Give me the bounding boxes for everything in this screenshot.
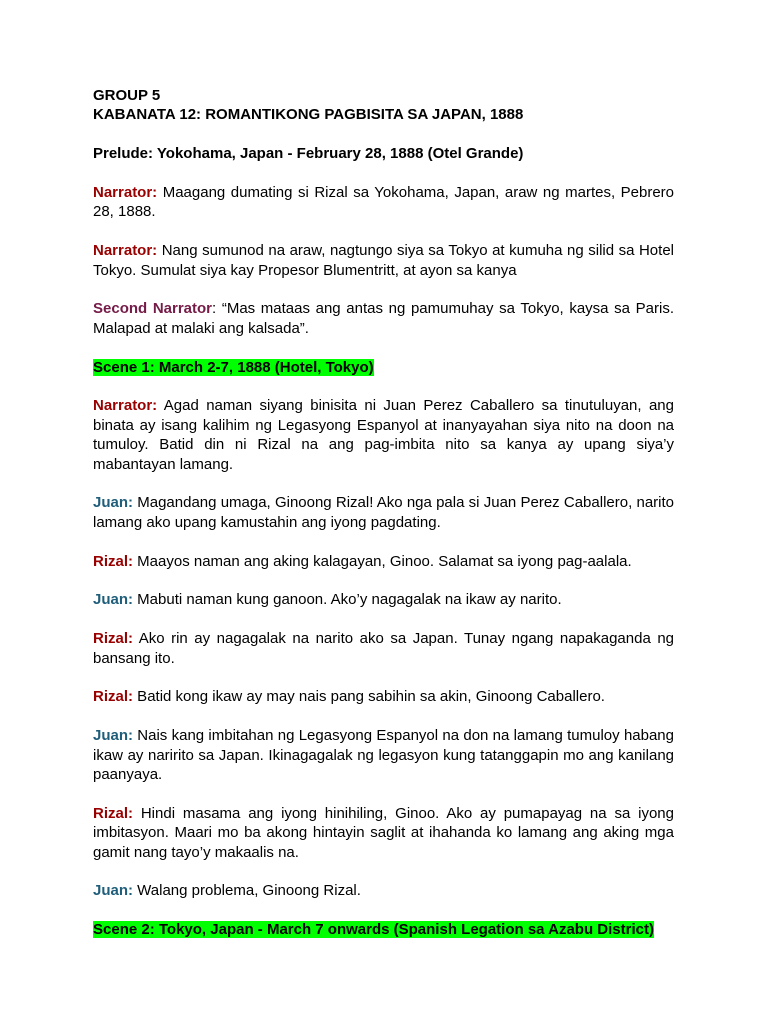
dialogue-text: Maagang dumating si Rizal sa Yokohama, Japan, araw ng martes, Pebrero 28, 1888. xyxy=(93,184,674,221)
narration-block xyxy=(93,299,674,338)
speaker-label: Juan: xyxy=(93,494,134,512)
speaker-label: Rizal: xyxy=(93,630,134,648)
dialogue-text: Ako rin ay nagagalak na narito ako sa Japan. Tunay ngang napakaganda ng bansang ito. xyxy=(93,630,674,667)
narration-block xyxy=(93,396,674,474)
dialogue-block xyxy=(93,881,674,900)
dialogue-text: Walang problema, Ginoong Rizal. xyxy=(133,882,361,900)
speaker-label: Juan: xyxy=(93,727,134,745)
scene-heading xyxy=(93,920,674,939)
dialogue-block xyxy=(93,552,674,571)
speaker-label: Rizal: xyxy=(93,804,134,822)
dialogue-text: Agad naman siyang binisita ni Juan Perez Caballero sa tinutuluyan, ang binata ay isang kalihim ng Legasyong Espanyol at inanyayahan siya nito na doon na tumuloy. Batid din ni Rizal na ang pag-imbita nito sa kanya ay upang siya’y mabantayan lamang. xyxy=(93,397,674,473)
prelude-heading: Prelude: Yokohama, Japan - February 28, 1888 (Otel Grande) xyxy=(93,145,524,163)
dialogue-text: Hindi masama ang iyong hinihiling, Ginoo. Ako ay pumapayag na sa iyong imbitasyon. Maari mo ba akong hintayin saglit at ihahanda ko lamang ang aking mga gamit nang tayo’y makaalis na. xyxy=(93,804,674,861)
dialogue-block xyxy=(93,726,674,784)
speaker-label: Juan: xyxy=(93,591,134,609)
document-page xyxy=(93,86,674,959)
dialogue-text: Nang sumunod na araw, nagtungo siya sa Tokyo at kumuha ng silid sa Hotel Tokyo. Sumulat siya kay Propesor Blumentritt, at ayon sa kanya xyxy=(93,242,674,279)
dialogue-text: Magandang umaga, Ginoong Rizal! Ako nga pala si Juan Perez Caballero, narito lamang ako upang kamustahin ang iyong pagdating. xyxy=(93,494,674,531)
dialogue-block xyxy=(93,493,674,532)
dialogue-text: Batid kong ikaw ay may nais pang sabihin sa akin, Ginoong Caballero. xyxy=(133,688,605,706)
speaker-label: Rizal: xyxy=(93,688,134,706)
speaker-label: Rizal: xyxy=(93,552,134,570)
dialogue-block xyxy=(93,590,674,609)
speaker-label: Narrator: xyxy=(93,242,158,260)
scene-heading-text: Scene 2: Tokyo, Japan - March 7 onwards (Spanish Legation sa Azabu District) xyxy=(93,921,654,939)
speaker-label: Narrator: xyxy=(93,397,158,415)
dialogue-text: Mabuti naman kung ganoon. Ako’y nagagalak na ikaw ay narito. xyxy=(133,591,562,609)
scene-heading xyxy=(93,358,674,377)
dialogue-text: : “Mas mataas ang antas ng pamumuhay sa Tokyo, kaysa sa Paris. Malapad at malaki ang kalsada”. xyxy=(93,300,674,337)
narration-block xyxy=(93,183,674,222)
chapter-title: KABANATA 12: ROMANTIKONG PAGBISITA SA JAPAN, 1888 xyxy=(93,106,524,124)
speaker-label: Juan: xyxy=(93,882,134,900)
speaker-label: Second Narrator xyxy=(93,300,213,318)
group-title: GROUP 5 xyxy=(93,87,161,104)
dialogue-block xyxy=(93,629,674,668)
scene-heading-text: Scene 1: March 2-7, 1888 (Hotel, Tokyo) xyxy=(93,358,374,376)
dialogue-block xyxy=(93,687,674,706)
dialogue-text: Nais kang imbitahan ng Legasyong Espanyol na don na lamang tumuloy habang ikaw ay naririto sa Japan. Ikinagagalak ng legasyon kung tatanggapin mo ang kanilang paanyaya. xyxy=(93,727,674,784)
speaker-label: Narrator: xyxy=(93,184,158,201)
narration-block xyxy=(93,241,674,280)
dialogue-block xyxy=(93,804,674,862)
dialogue-text: Maayos naman ang aking kalagayan, Ginoo. Salamat sa iyong pag-aalala. xyxy=(133,552,632,570)
